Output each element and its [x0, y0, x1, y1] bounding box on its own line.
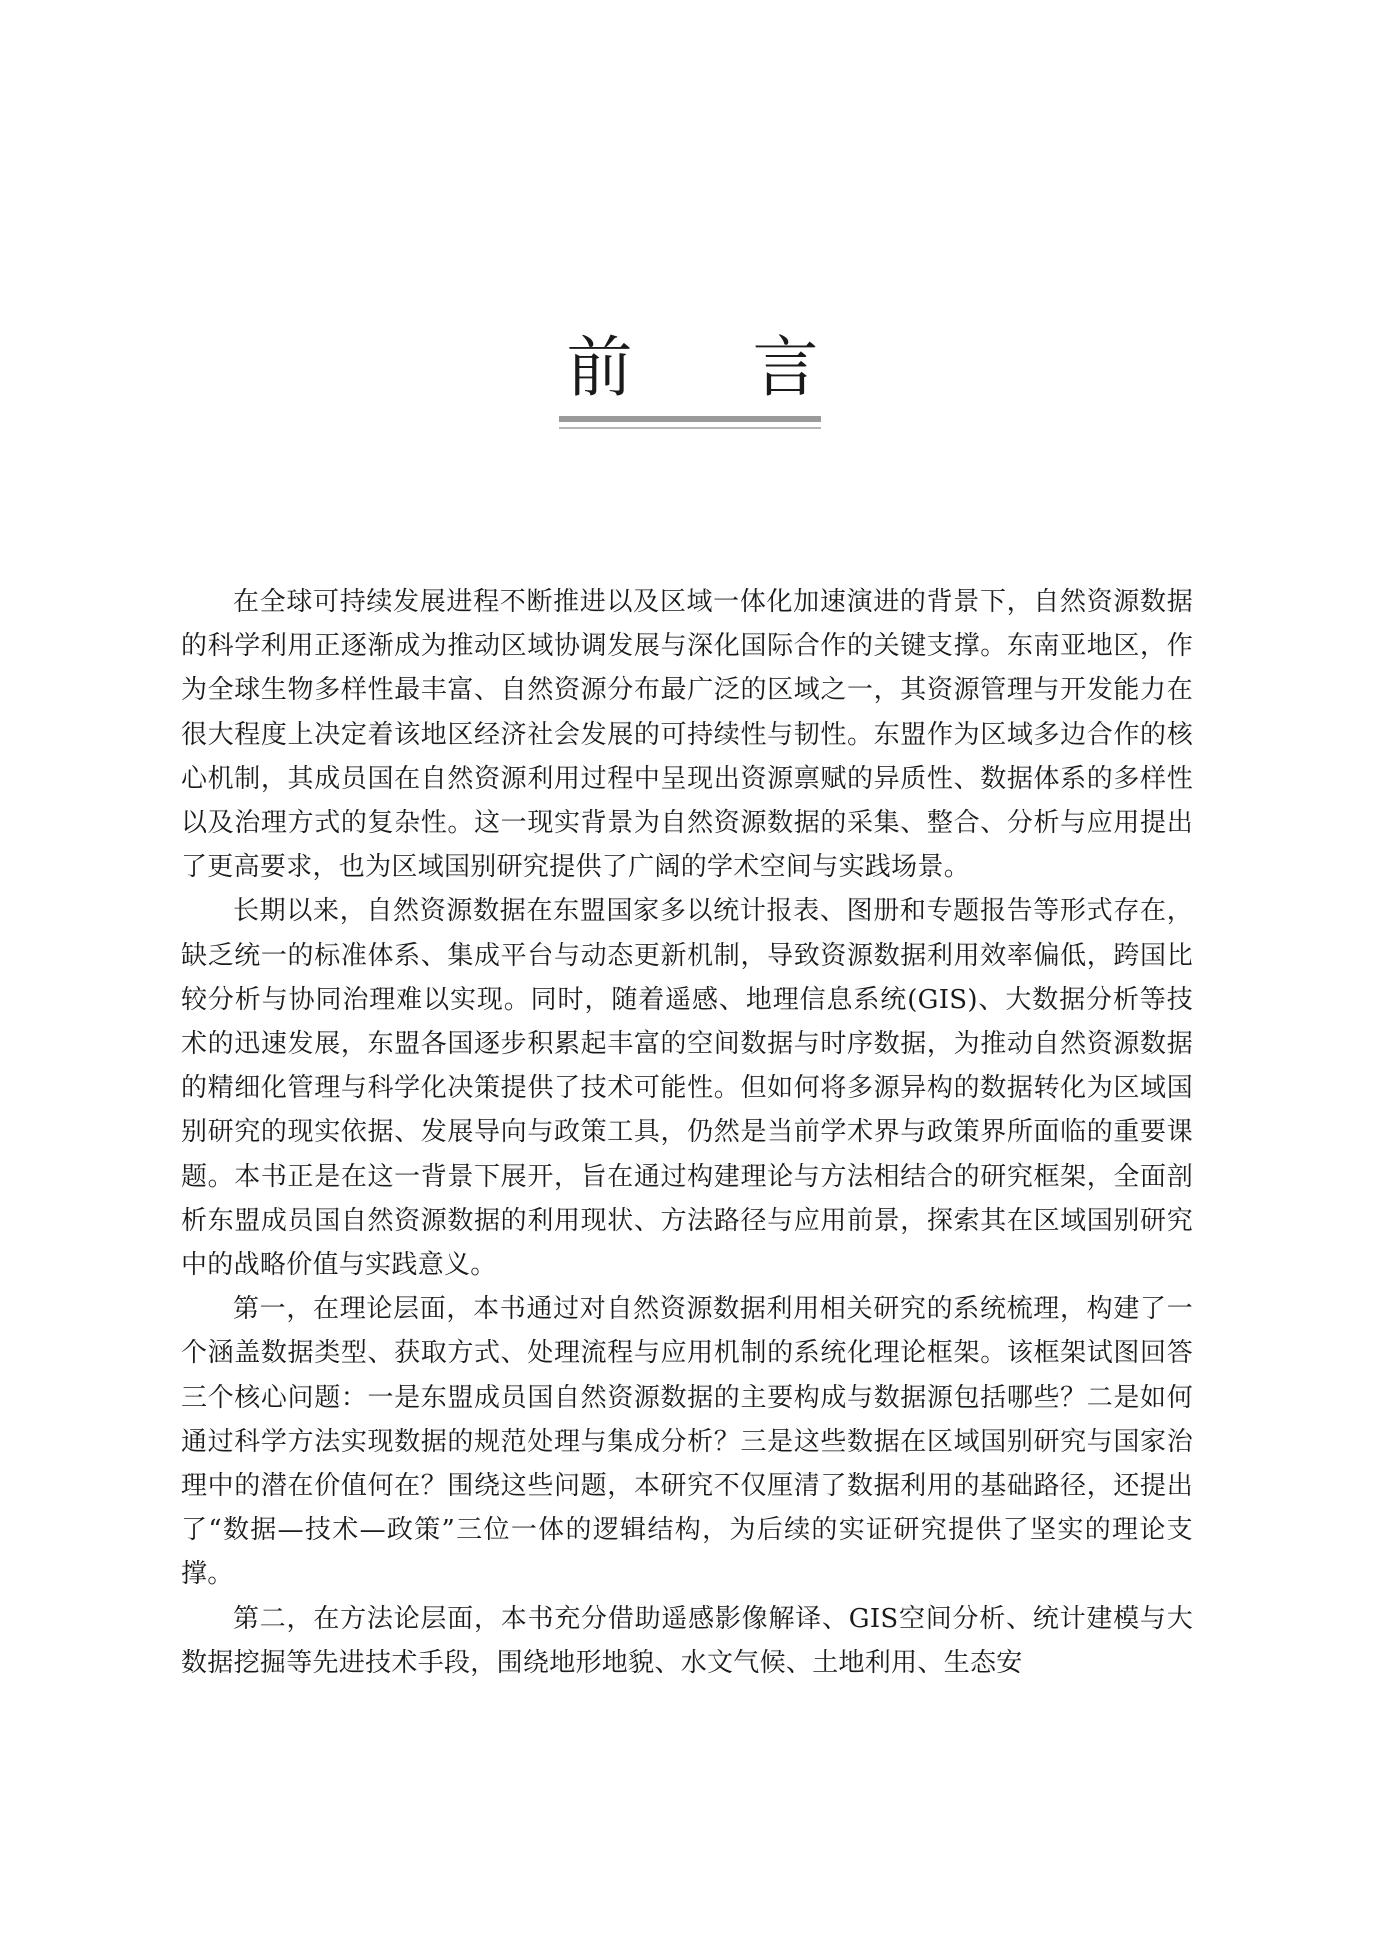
paragraph-4: 第二，在方法论层面，本书充分借助遥感影像解译、GIS空间分析、统计建模与大数据挖掘等先进技术手段，围绕地形地貌、水文气候、土地利用、生态安	[181, 1603, 1193, 1678]
page-title-char-1: 前	[566, 329, 633, 406]
title-underline	[559, 416, 821, 429]
page-title	[0, 328, 1385, 408]
paragraph-2: 长期以来，自然资源数据在东盟国家多以统计报表、图册和专题报告等形式存在，缺乏统一的标准体系、集成平台与动态更新机制，导致资源数据利用效率偏低，跨国比较分析与协同治理难以实现。同时，随着遥感、地理信息系统(GIS)、大数据分析等技术的迅速发展，东盟各国逐步积累起丰富的空间数据与时序数据，为推动自然资源数据的精细化管理与科学化决策提供了技术可能性。但如何将多源异构的数据转化为区域国别研究的现实依据、发展导向与政策工具，仍然是当前学术界与政策界所面临的重要课题。本书正是在这一背景下展开，旨在通过构建理论与方法相结合的研究框架，全面剖析东盟成员国自然资源数据的利用现状、方法路径与应用前景，探索其在区域国别研究中的战略价值与实践意义。	[181, 896, 1193, 1281]
paragraph-1: 在全球可持续发展进程不断推进以及区域一体化加速演进的背景下，自然资源数据的科学利用正逐渐成为推动区域协调发展与深化国际合作的关键支撑。东南亚地区，作为全球生物多样性最丰富、自然资源分布最广泛的区域之一，其资源管理与开发能力在很大程度上决定着该地区经济社会发展的可持续性与韧性。东盟作为区域多边合作的核心机制，其成员国在自然资源利用过程中呈现出资源禀赋的异质性、数据体系的多样性以及治理方式的复杂性。这一现实背景为自然资源数据的采集、整合、分析与应用提出了更高要求，也为区域国别研究提供了广阔的学术空间与实践场景。	[181, 587, 1193, 883]
title-underline-thick	[559, 416, 821, 422]
page-title-char-2: 言	[752, 329, 819, 406]
preface-body	[181, 580, 1193, 1685]
paragraph-3: 第一，在理论层面，本书通过对自然资源数据利用相关研究的系统梳理，构建了一个涵盖数据类型、获取方式、处理流程与应用机制的系统化理论框架。该框架试图回答三个核心问题：一是东盟成员国自然资源数据的主要构成与数据源包括哪些？二是如何通过科学方法实现数据的规范处理与集成分析？三是这些数据在区域国别研究与国家治理中的潜在价值何在？围绕这些问题，本研究不仅厘清了数据利用的基础路径，还提出了“数据—技术—政策”三位一体的逻辑结构，为后续的实证研究提供了坚实的理论支撑。	[181, 1294, 1193, 1590]
title-underline-thin	[559, 427, 821, 429]
